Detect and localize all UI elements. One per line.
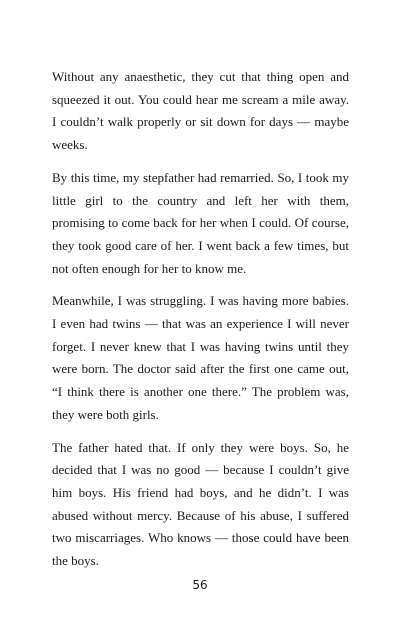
paragraph-3: Meanwhile, I was struggling. I was having more babies. I even had twins — that was an experience I will never forget. I never knew that I was having twins until they were born. The doctor said after the first one came out, “I think there is another one there.” The problem was, they were both girls. <box>52 293 349 422</box>
paragraph-1: Without any anaesthetic, they cut that thing open and squeezed it out. You could hear me scream a mile away. I couldn’t walk properly or sit down for days — maybe weeks. <box>52 69 349 153</box>
page-number: 56 <box>192 578 208 592</box>
paragraph-2: By this time, my stepfather had remarried. So, I took my little girl to the country and left her with them, promising to come back for her when I could. Of course, they took good care of her. I went back a few times, but not often enough for her to know me. <box>52 169 349 276</box>
paragraph-4: The father hated that. If only they were boys. So, he decided that I was no good — because I couldn’t give him boys. His friend had boys, and he didn’t. I was abused without mercy. Because of his abuse, I suffered two miscarriages. Who knows — those could have been the boys. <box>52 439 349 569</box>
book-page-body <box>52 66 349 583</box>
